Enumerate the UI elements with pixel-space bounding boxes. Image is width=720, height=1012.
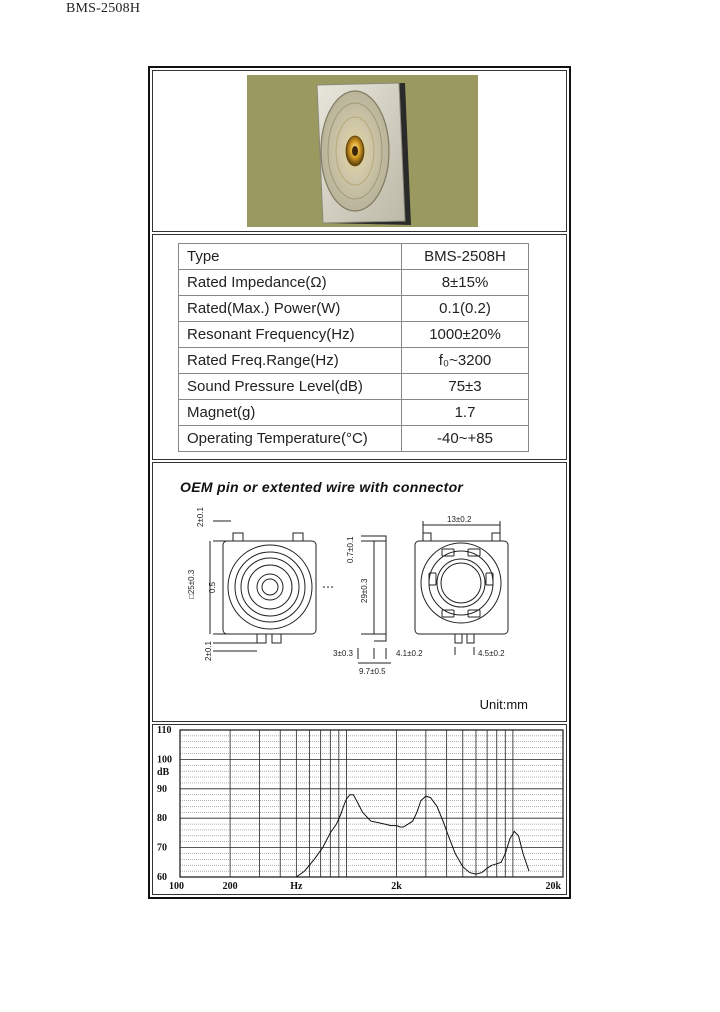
- frequency-response-chart: [153, 725, 566, 894]
- spec-row-power: [179, 296, 529, 322]
- drawing-title: OEM pin or extented wire with connector: [180, 479, 464, 495]
- dim-side-height: 29±0.3: [360, 578, 369, 603]
- spec-row-impedance: [179, 270, 529, 296]
- document-header: BMS-2508H: [66, 1, 141, 16]
- spec-row-temperature: [179, 426, 529, 452]
- spec-row-range: [179, 348, 529, 374]
- spec-label: Magnet(g): [179, 400, 402, 426]
- photo-panel: [152, 70, 567, 232]
- y-tick-label: 100: [157, 754, 172, 766]
- drawing-panel: [152, 462, 567, 722]
- spec-panel: [152, 234, 567, 460]
- unit-label: Unit:mm: [479, 697, 528, 712]
- spec-value: 1000±20%: [402, 322, 529, 348]
- x-tick-label: 100: [169, 881, 184, 892]
- dim-body-size: □25±0.3: [187, 569, 196, 599]
- y-axis-label: dB: [157, 767, 170, 778]
- spec-value: 8±15%: [402, 270, 529, 296]
- x-tick-label: Hz: [290, 881, 303, 892]
- spec-label: Operating Temperature(°C): [179, 426, 402, 452]
- spec-label: Resonant Frequency(Hz): [179, 322, 402, 348]
- chart-panel: [152, 724, 567, 895]
- dim-back-pin: 4.5±0.2: [478, 649, 505, 658]
- spec-row-type: [179, 244, 529, 270]
- dim-pin-top: 2±0.1: [196, 507, 205, 527]
- dim-side-top: 0.7±0.1: [346, 536, 355, 563]
- spec-value: 1.7: [402, 400, 529, 426]
- front-view: [210, 521, 333, 651]
- y-tick-label: 80: [157, 813, 167, 825]
- spec-value: f₀~3200: [402, 348, 529, 374]
- dim-side-a: 3±0.3: [333, 649, 353, 658]
- dim-pin-bottom: 2±0.1: [204, 641, 213, 661]
- spec-row-spl: [179, 374, 529, 400]
- speaker-image: [247, 75, 478, 227]
- spec-label: Rated(Max.) Power(W): [179, 296, 402, 322]
- spec-label: Sound Pressure Level(dB): [179, 374, 402, 400]
- spec-value: 0.1(0.2): [402, 296, 529, 322]
- y-tick-label: 60: [157, 872, 167, 883]
- y-tick-label: 70: [157, 842, 167, 854]
- y-tick-label: 90: [157, 783, 167, 795]
- dim-side-total: 9.7±0.5: [359, 667, 386, 676]
- x-tick-label: 2k: [391, 881, 402, 892]
- dim-back-width: 13±0.2: [447, 515, 472, 524]
- x-tick-label: 200: [222, 881, 238, 892]
- datasheet-frame: [148, 66, 571, 899]
- spec-label: Rated Impedance(Ω): [179, 270, 402, 296]
- dim-side-b: 4.1±0.2: [396, 649, 423, 658]
- spec-value: 75±3: [402, 374, 529, 400]
- x-tick-label: 20k: [545, 881, 561, 892]
- spec-label: Type: [179, 244, 402, 270]
- spec-row-resonant: [179, 322, 529, 348]
- spec-label: Rated Freq.Range(Hz): [179, 348, 402, 374]
- spec-row-magnet: [179, 400, 529, 426]
- dim-center: 0.5: [208, 581, 217, 593]
- spec-value: -40~+85: [402, 426, 529, 452]
- spec-table: [178, 243, 529, 452]
- mechanical-drawing: [153, 463, 566, 721]
- product-photo: [247, 75, 478, 227]
- back-view: [415, 521, 508, 655]
- spec-value: BMS-2508H: [402, 244, 529, 270]
- y-tick-label: 110: [157, 725, 172, 736]
